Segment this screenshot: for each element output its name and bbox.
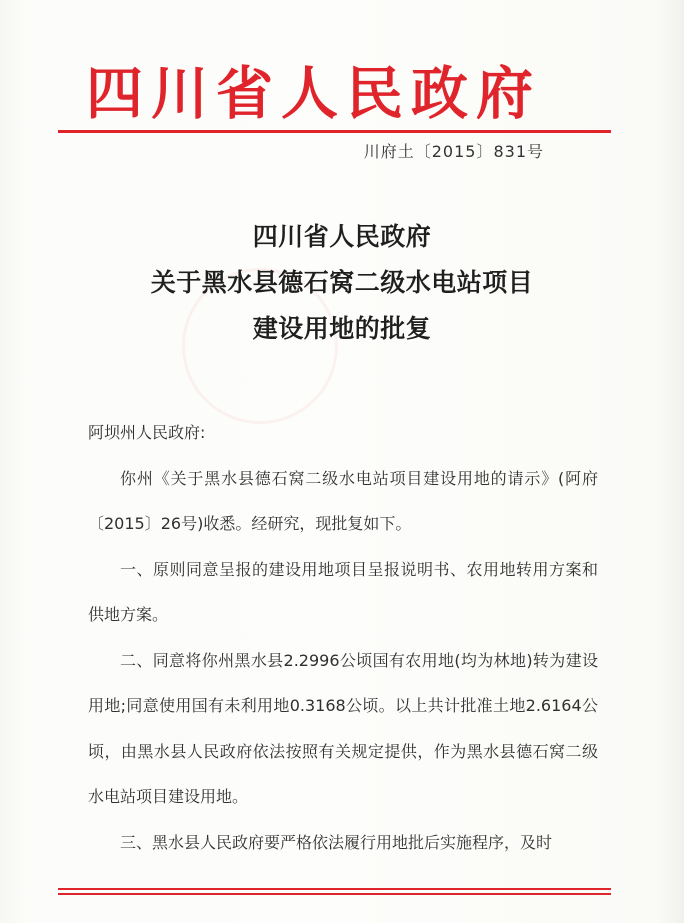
- title-line-2: 关于黑水县德石窝二级水电站项目: [150, 268, 534, 297]
- header-red-rule: [58, 130, 611, 133]
- issuer-masthead: 四川省人民政府: [86, 60, 541, 127]
- title-line-1: 四川省人民政府: [252, 222, 432, 251]
- document-title: [0, 214, 684, 352]
- document-body: [88, 410, 598, 865]
- body-paragraph-1: 你州《关于黑水县德石窝二级水电站项目建设用地的请示》(阿府〔2015〕26号)收悉。经研究，现批复如下。: [88, 468, 598, 533]
- footer-red-rule-2: [58, 893, 611, 895]
- body-paragraph-4: 三、黑水县人民政府要严格依法履行用地批后实施程序，及时: [120, 832, 553, 852]
- document-number: 川府土〔2015〕831号: [363, 142, 544, 161]
- footer-red-rule-1: [58, 888, 611, 890]
- body-paragraph-3: 二、同意将你州黑水县2.2996公顷国有农用地(均为林地)转为建设用地;同意使用国有未利用地0.3168公顷。以上共计批准土地2.6164公顷，由黑水县人民政府依法按照有关规定提供，作为黑水县德石窝二级水电站项目建设用地。: [88, 650, 598, 806]
- addressee: 阿坝州人民政府:: [88, 423, 206, 442]
- title-line-3: 建设用地的批复: [252, 314, 432, 343]
- body-paragraph-2: 一、原则同意呈报的建设用地项目呈报说明书、农用地转用方案和供地方案。: [88, 559, 598, 624]
